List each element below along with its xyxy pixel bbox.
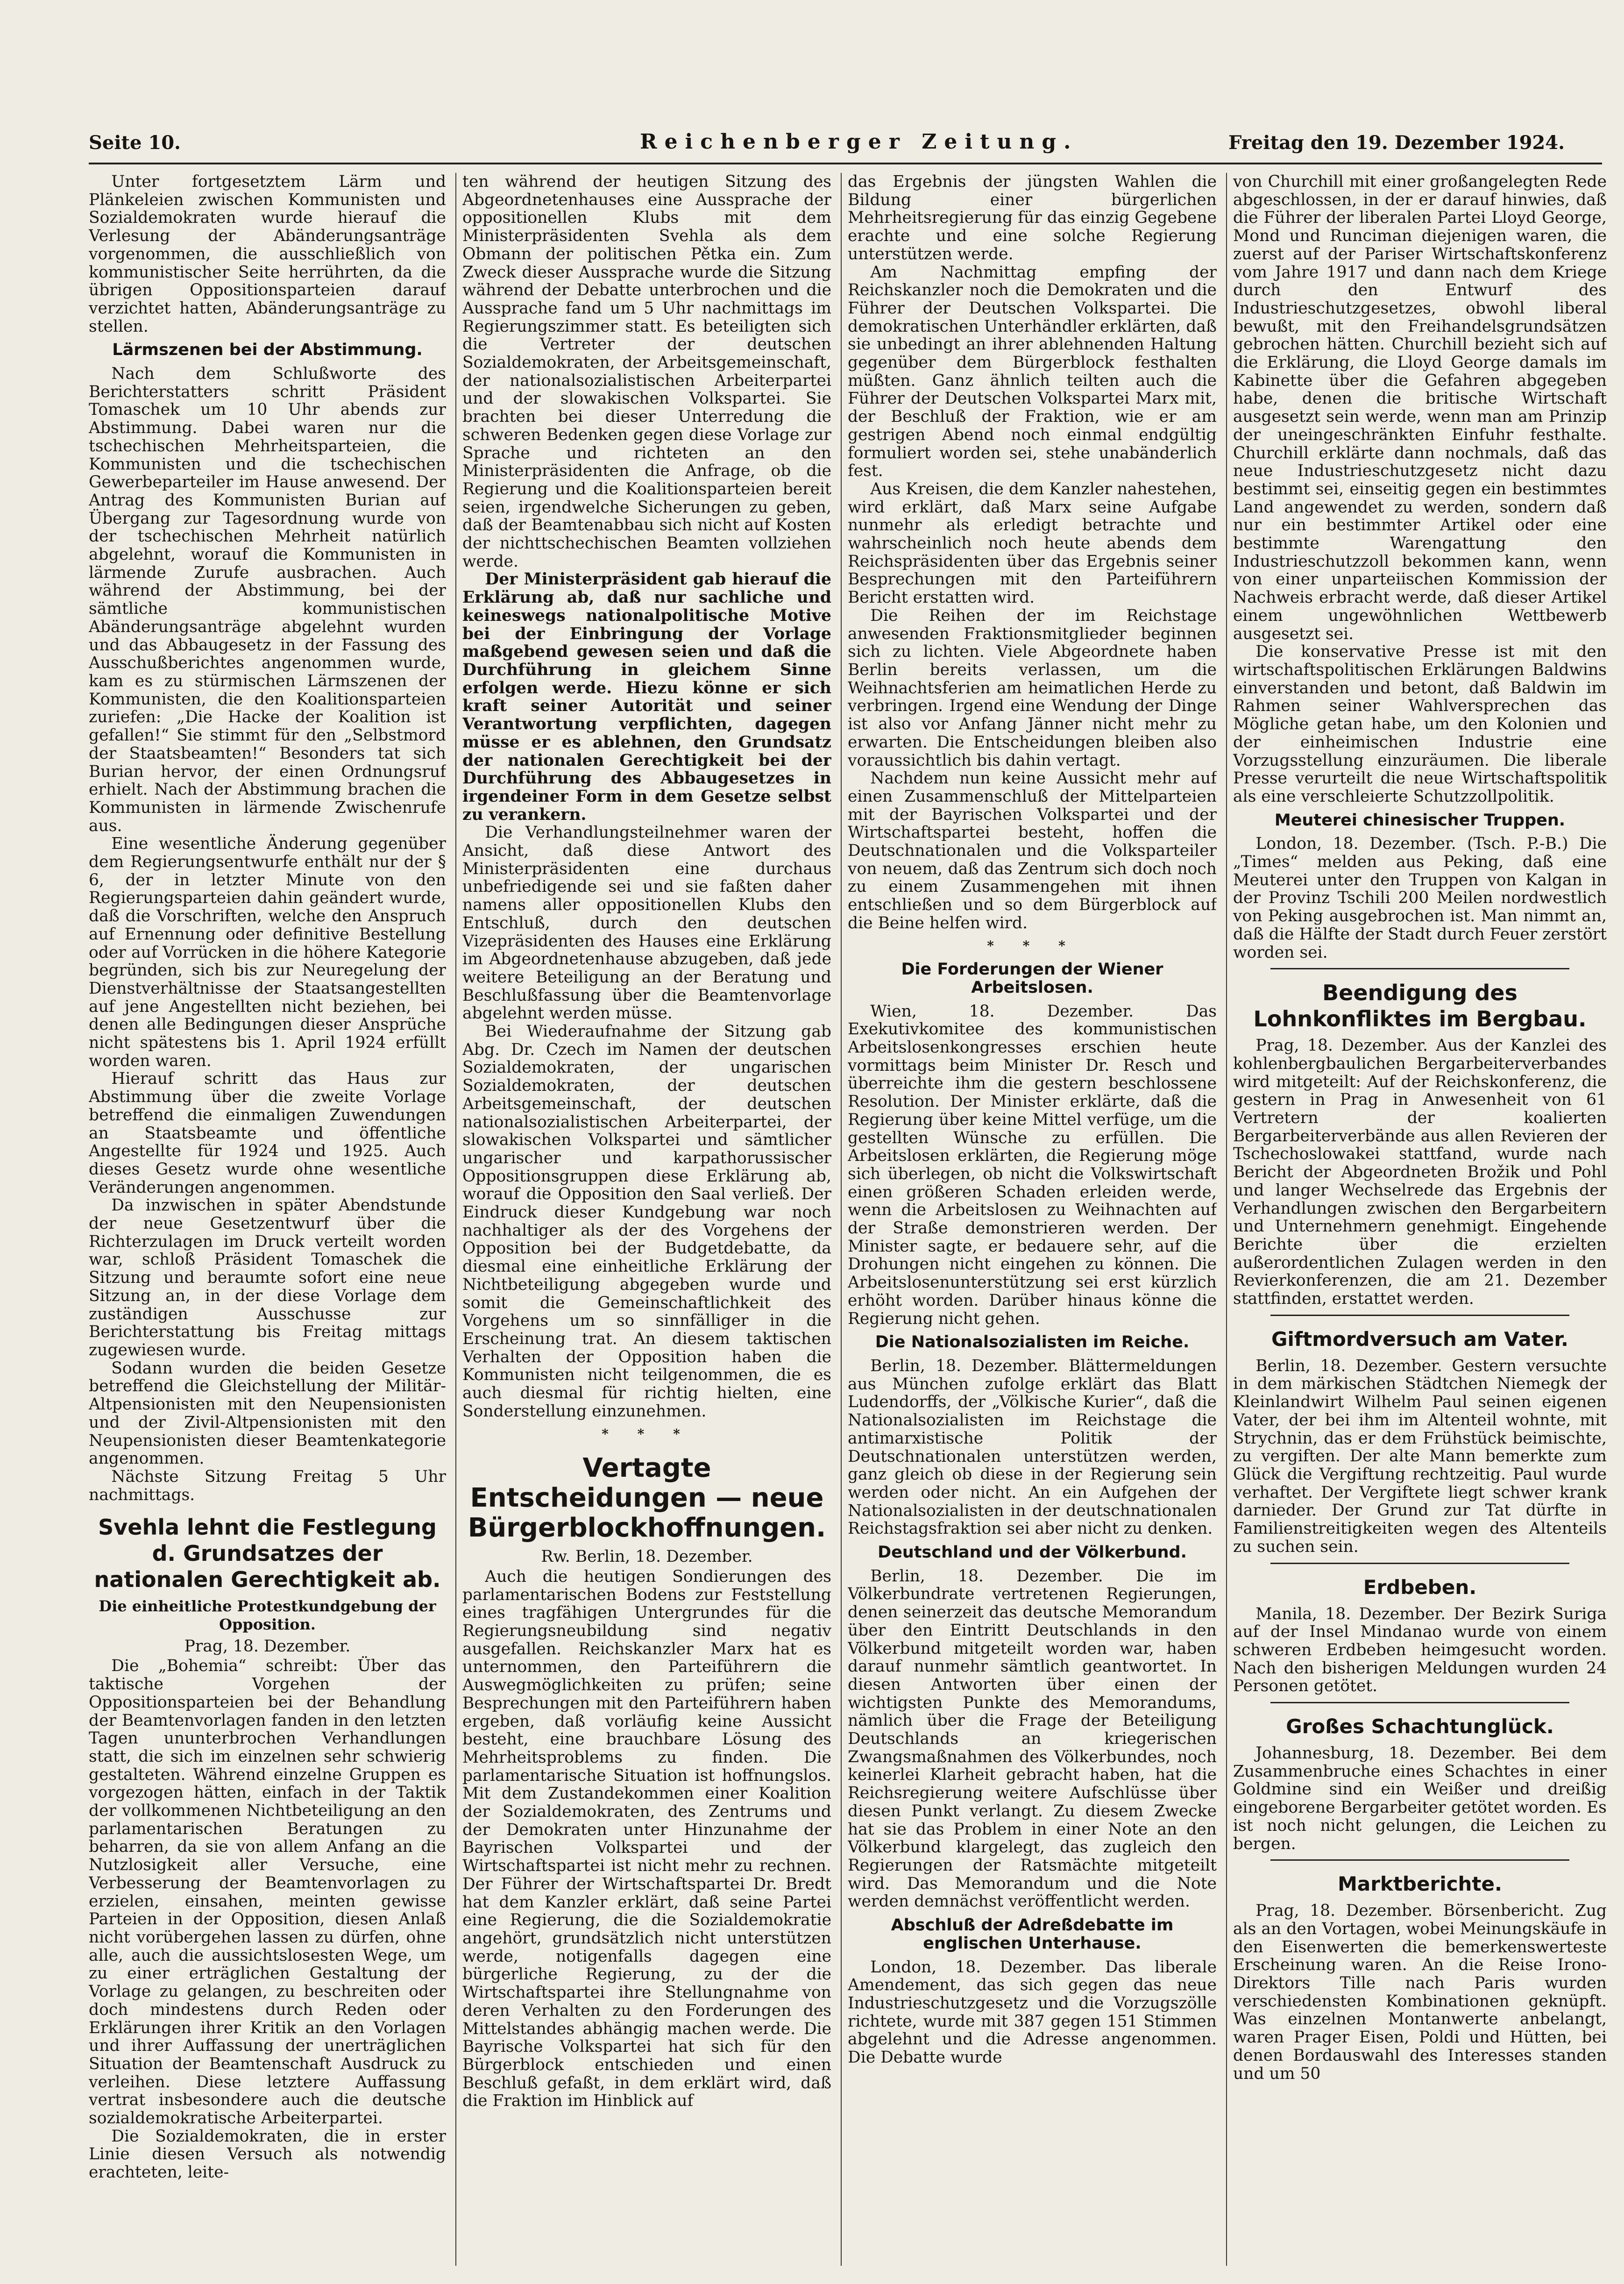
section-heading: Die Forderungen der Wiener Arbeitslosen. (901, 960, 1163, 997)
article-headline: Erdbeben. (1363, 1575, 1477, 1599)
dateline: Rw. Berlin, 18. Dezember. (541, 1547, 753, 1566)
paragraph: Bei Wiederaufnahme der Sitzung gab Abg. Dr. Czech im Namen der deutschen Sozialdemokraten, der ungarischen Sozialdemokraten, der deutschen Arbeitsgemeinschaft, der deutschen nationalsozialistischen Arbeiterpartei, der slowakischen Volkspartei und sämtlicher ungarischer und karpathorussischer Oppositionsgruppen diese Erklärung ab, worauf die Opposition den Saal verließ. Der Eindruck dieser Kundgebung war noch nachhaltiger als der des Vorgehens der Opposition bei der Budgetdebatte, da diesmal eine einheitliche Erklärung der Nichtbeteiligung abgegeben wurde und somit die Gemeinschaftlichkeit des Vorgehens um so sinnfälliger in die Erscheinung trat. An diesem taktischen Verhalten der Opposition haben die Kommunisten nicht teilgenommen, die es auch diesmal für richtig hielten, eine Sonderstellung einzunehmen. (462, 1022, 831, 1421)
paragraph: Manila, 18. Dezember. Der Bezirk Suriga auf der Insel Mindanao wurde von einem schweren Erdbeben heimgesucht worden. Nach den bisherigen Meldungen wurden 24 Personen getötet. (1233, 1604, 1607, 1696)
article-headline: Großes Schachtunglück. (1286, 1715, 1554, 1738)
paragraph: Berlin, 18. Dezember. Blättermeldungen aus München zufolge erklärt das Blatt Ludendorffs, der „Völkische Kurier“, daß die Nationalsozialisten im Reichstage die antimarxistische Politik der Deutschnationalen unterstützen werden, ganz gleich ob diese in der Regierung sein werden oder nicht. An ein Aufgehen der Nationalsozialisten in der deutschnationalen Reichstagsfraktion sei aber nicht zu denken. (848, 1357, 1217, 1538)
section-rule (1270, 968, 1569, 969)
paragraph: Unter fortgesetztem Lärm und Plänkeleien zwischen Kommunisten und Sozialdemokraten wurde hierauf die Verlesung der Abänderungsanträge vorgenommen, die ausschließlich von kommunistischer Seite herrührten, da die übrigen Oppositionsparteien darauf verzichtet hatten, Abänderungsanträge zu stellen. (89, 173, 446, 336)
paragraph: Die Verhandlungsteilnehmer waren der Ansicht, daß diese Antwort des Ministerpräsidenten eine durchaus unbefriedigende sei und sie faßten daher namens aller oppositionellen Klubs den Entschluß, durch den deutschen Vizepräsidenten des Hauses eine Erklärung im Abgeordnetenhause abzugeben, daß jede weitere Beteiligung an der Beratung und Beschlußfassung über die Beamtenvorlage abgelehnt werden müsse. (462, 823, 831, 1023)
paragraph: London, 18. Dezember. Das liberale Amendement, das sich gegen das neue Industrieschutzgesetz und die Vorzugszölle richtete, wurde mit 387 gegen 151 Stimmen abgelehnt und die Adresse angenommen. Die Debatte wurde (848, 1957, 1217, 2067)
paragraph: Berlin, 18. Dezember. Die im Völkerbundrate vertretenen Regierungen, denen seinerzeit das deutsche Memorandum über den Eintritt Deutschlands in den Völkerbund mitgeteilt worden war, haben darauf nunmehr sämtlich geantwortet. In diesen Antworten über einen der wichtigsten Punkte des Memorandums, nämlich über die Frage der Beteiligung Deutschlands an kriegerischen Zwangsmaßnahmen des Völkerbundes, noch keinerlei Klarheit gebracht haben, hat die Reichsregierung weitere Aufschlüsse über diesen Punkt verlangt. Zu diesem Zwecke hat sie das Problem in einer Note an den Völkerbund klargelegt, das zugleich den Regierungen der Ratsmächte mitgeteilt wird. Das Memorandum und die Note werden demnächst veröffentlicht werden. (848, 1566, 1217, 1911)
section-heading: Lärmszenen bei der Abstimmung. (112, 341, 423, 360)
page-number: Seite 10. (89, 132, 181, 154)
paragraph: Da inzwischen in später Abendstunde der neue Gesetzentwurf über die Richterzulagen im Druck verteilt worden war, schloß Präsident Tomaschek die Sitzung und beraumte sofort eine neue Sitzung an, in der diese Vorlage dem zuständigen Ausschusse zur Berichterstattung bis Freitag mittags zugewiesen wurde. (89, 1196, 446, 1359)
paragraph: das Ergebnis der jüngsten Wahlen die Bildung einer bürgerlichen Mehrheitsregierung für das einzig Gegebene erachte und eine solche Regierung unterstützen werde. (848, 173, 1217, 263)
section-heading: Abschluß der Adreßdebatte im englischen Unterhause. (891, 1916, 1174, 1953)
section-separator: * * * (602, 1426, 692, 1442)
column-3 (848, 173, 1217, 2275)
paragraph: Johannesburg, 18. Dezember. Bei dem Zusammenbruche eines Schachtes in einer Goldmine sind ein Weißer und dreißig eingeborene Bergarbeiter getötet worden. Es ist noch nicht gelungen, die Leichen zu bergen. (1233, 1744, 1607, 1853)
paragraph: Berlin, 18. Dezember. Gestern versuchte in dem märkischen Städtchen Niemegk der Kleinlandwirt Wilhelm Paul seinen eigenen Vater, der bei ihm im Altenteil wohnte, mit Strychnin, das er dem Frühstück beimischte, zu vergiften. Der alte Mann bemerkte zum Glück die Vergiftung rechtzeitig. Paul wurde verhaftet. Der Vergiftete liegt schwer krank darnieder. Der Grund zur Tat dürfte in Familienstreitigkeiten wegen des Altenteils zu suchen sein. (1233, 1356, 1607, 1556)
paragraph: Der Ministerpräsident gab hierauf die Erklärung ab, daß nur sachliche und keineswegs nationalpolitische Motive bei der Einbringung der Vorlage maßgebend gewesen seien und daß die Durchführung in gleichem Sinne erfolgen werde. Hiezu könne er sich kraft seiner Autorität und seiner Verantwortung verpflichten, dagegen müsse er es ablehnen, den Grundsatz der nationalen Gerechtigkeit bei der Durchführung des Abbaugesetzes in irgendeiner Form in dem Gesetze selbst zu verankern. (462, 570, 831, 824)
paragraph: ten während der heutigen Sitzung des Abgeordnetenhauses eine Aussprache der oppositionellen Klubs mit dem Ministerpräsidenten Svehla als dem Obmann der politischen Pětka ein. Zum Zweck dieser Aussprache wurde die Sitzung während der Debatte unterbrochen und die Aussprache fand um 5 Uhr nachmittags im Regierungszimmer statt. Es beteiligten sich die Vertreter der deutschen Sozialdemokraten, der Arbeitsgemeinschaft, der nationalsozialistischen Arbeiterpartei und der slowakischen Volkspartei. Sie brachten bei dieser Unterredung die schweren Bedenken gegen diese Vorlage zur Sprache und richteten an den Ministerpräsidenten die Anfrage, ob die Regierung und die Koalitionsparteien bereit seien, irgendwelche Sicherungen zu geben, daß der Beamtenabbau sich nicht auf Kosten der nichttschechischen Beamten vollziehen werde. (462, 173, 831, 571)
newspaper-title: Reichenberger Zeitung. (640, 130, 1078, 154)
paragraph: Aus Kreisen, die dem Kanzler nahestehen, wird erklärt, daß Marx seine Aufgabe nunmehr als erledigt betrachte und wahrscheinlich noch heute abends dem Reichspräsidenten über das Ergebnis seiner Besprechungen mit den Parteiführern Bericht erstatten wird. (848, 479, 1217, 607)
section-rule (1270, 1563, 1569, 1564)
paragraph: Hierauf schritt das Haus zur Abstimmung über die zweite Vorlage betreffend die einmaligen Zuwendungen an Staatsbeamte und öffentliche Angestellte für 1924 und 1925. Auch dieses Gesetz wurde ohne wesentliche Veränderungen angenommen. (89, 1069, 446, 1197)
article-columns (89, 173, 1616, 2275)
paragraph: Prag, 18. Dezember. Börsenbericht. Zug als an den Vortagen, wobei Meinungskäufe in den Eisenwerten die bemerkenswerteste Erscheinung waren. An die Reise Irono-Direktors Tille nach Paris wurden verschiedensten Kombinationen geknüpft. Was einzelnen Montanwerte anbelangt, waren Prager Eisen, Poldi und Hütten, bei denen Bordauswahl des Interesses standen und um 50 (1233, 1901, 1607, 2083)
article-headline: Giftmordversuch am Vater. (1271, 1327, 1569, 1351)
section-separator: * * * (987, 938, 1078, 953)
article-subheadline: Die einheitliche Protestkundgebung der Opposition. (99, 1597, 436, 1634)
paragraph: Nächste Sitzung Freitag 5 Uhr nachmittags. (89, 1467, 446, 1504)
paragraph: Wien, 18. Dezember. Das Exekutivkomitee des kommunistischen Arbeitslosenkongresses erschien heute vormittags beim Minister Dr. Resch und überreichte ihm die gestern beschlossene Resolution. Der Minister erklärte, daß die Regierung über keine Mittel verfüge, um die gestellten Wünsche zu erfüllen. Die Arbeitslosen erklärten, die Regierung möge sich überlegen, ob nicht die Volkswirtschaft einen größeren Schaden erleiden werde, wenn die Arbeitslosen zu Weihnachten auf der Straße demonstrieren werden. Der Minister sagte, er bedauere sehr, auf die Drohungen nicht eingehen zu können. Die Arbeitslosenunterstützung sei erst kürzlich erhöht worden. Darüber hinaus könne die Regierung nicht gehen. (848, 1002, 1217, 1328)
paragraph: Prag, 18. Dezember. Aus der Kanzlei des kohlenbergbaulichen Bergarbeiterverbandes wird mitgeteilt: Auf der Reichskonferenz, die gestern in Prag in Anwesenheit von 61 Vertretern der koalierten Bergarbeiterverbände aus allen Revieren der Tschechoslowakei stattfand, wurde nach Bericht der Abgeordneten Brožik und Pohl und langer Wechselrede das Ergebnis der Verhandlungen zwischen den Bergarbeitern und Unternehmern genehmigt. Eingehende Berichte über die erzielten außerordentlichen Zulagen werden in den Revierkonferenzen, die am 21. Dezember stattfinden, erstattet werden. (1233, 1036, 1607, 1309)
paragraph: Die „Bohemia“ schreibt: Über das taktische Vorgehen der Oppositionsparteien bei der Behandlung der Beamtenvorlagen fanden in den letzten Tagen ununterbrochen Verhandlungen statt, die sich im einzelnen sehr schwierig gestalteten. Während einzelne Gruppen es vorgezogen hätten, einfach in der Taktik der vollkommenen Nichtbeteiligung an den parlamentarischen Beratungen zu beharren, da sie von allem Anfang an die Nutzlosigkeit aller Versuche, eine Verbesserung der Beamtenvorlagen zu erzielen, einsahen, meinten gewisse Parteien in der Opposition, diesen Anlaß nicht vorübergehen lassen zu dürfen, ohne alle, auch die aussichtslosesten Wege, um zu einer erträglichen Gestaltung der Vorlage zu gelangen, zu beschreiten oder doch mindestens durch Reden oder Erklärungen ihrer Kritik an den Vorlagen und ihrer Auffassung der unerträglichen Situation der Beamtenschaft Ausdruck zu verleihen. Diese letztere Auffassung vertrat insbesondere auch die deutsche sozialdemokratische Arbeiterpartei. (89, 1657, 446, 2128)
section-rule (1270, 1702, 1569, 1703)
section-heading: Die Nationalsozialisten im Reiche. (875, 1333, 1190, 1352)
paragraph: Die Sozialdemokraten, die in erster Linie diesen Versuch als notwendig erachteten, leite- (89, 2127, 446, 2182)
paragraph: Nachdem nun keine Aussicht mehr auf einen Zusammenschluß der Mittelparteien mit der Bayrischen Volkspartei und der Wirtschaftspartei besteht, hoffen die Deutschnationalen und die Volksparteiler von neuem, daß das Zentrum sich doch noch zu einem Zusammengehen mit ihnen entschließen und so dem Bürgerblock auf die Beine helfen wird. (848, 769, 1217, 932)
paragraph: Die Reihen der im Reichstage anwesenden Fraktionsmitglieder beginnen sich zu lichten. Viele Abgeordnete haben Berlin bereits verlassen, um die Weihnachtsferien am heimatlichen Herde zu verbringen. Irgend eine Wendung der Dinge ist also vor Anfang Jänner nicht mehr zu erwarten. Die Entscheidungen bleiben also voraussichtlich bis dahin vertagt. (848, 606, 1217, 770)
dateline: Prag, 18. Dezember. (184, 1637, 351, 1656)
paragraph: Eine wesentliche Änderung gegenüber dem Regierungsentwurfe enthält nur der § 6, der in letzter Minute von den Regierungsparteien dahin geändert wurde, daß die Vorschriften, welche den Anspruch auf Ernennung oder definitive Bestellung oder auf Vorrücken in die höhere Kategorie begründen, sich bis zur Neuregelung der Dienstverhältnisse der Staatsangestellten auf jene Angestellten nicht beziehen, bei denen alle Bedingungen dieser Ansprüche nicht spätestens bis 1. April 1924 erfüllt worden waren. (89, 834, 446, 1070)
masthead-rule (89, 163, 1602, 164)
article-headline: Svehla lehnt die Festlegung d. Grundsatzes der nationalen Gerechtigkeit ab. (94, 1515, 441, 1593)
section-rule (1270, 1859, 1569, 1861)
masthead (89, 125, 1565, 158)
article-headline: Marktberichte. (1338, 1872, 1502, 1896)
column-1 (89, 173, 446, 2275)
section-heading: Meuterei chinesischer Truppen. (1274, 811, 1566, 830)
article-headline: Vertagte Entscheidungen — neue Bürgerblockhoffnungen. (468, 1453, 826, 1544)
paragraph: Nach dem Schlußworte des Berichterstatters schritt Präsident Tomaschek um 10 Uhr abends zur Abstimmung. Dabei waren nur die tschechischen Mehrheitsparteien, die Kommunisten und die tschechischen Gewerbeparteiler im Hause anwesend. Der Antrag des Kommunisten Burian auf Übergang zur Tagesordnung wurde von der tschechischen Mehrheit natürlich abgelehnt, worauf die Kommunisten in lärmende Zurufe ausbrachen. Auch während der Abstimmung, bei der sämtliche kommunistischen Abänderungsanträge abgelehnt wurden und das Abbaugesetz in der Fassung des Ausschußberichtes angenommen wurde, kam es zu stürmischen Lärmszenen der Kommunisten, die den Koalitionsparteien zuriefen: „Die Hacke der Koalition ist gefallen!“ Sie stimmt für den „Selbstmord der Staatsbeamten!“ Besonders tat sich Burian hervor, der einen Ordnungsruf erhielt. Nach der Abstimmung brachen die Kommunisten in lärmende Zwischenrufe aus. (89, 364, 446, 835)
article-headline: Beendigung des Lohnkonfliktes im Bergbau. (1253, 980, 1587, 1032)
paragraph: Sodann wurden die beiden Gesetze betreffend die Gleichstellung der Militär-Altpensionisten mit den Neupensionisten und der Zivil-Altpensionisten mit den Neupensionisten dieser Beamtenkategorie angenommen. (89, 1359, 446, 1468)
paragraph: Auch die heutigen Sondierungen des parlamentarischen Bodens zur Feststellung eines tragfähigen Untergrundes für die Regierungsneubildung sind negativ ausgefallen. Reichskanzler Marx hat es unternommen, den Parteiführern die Auswegmöglichkeiten zu prüfen; seine Besprechungen mit den Parteiführern haben ergeben, daß vorläufig keine Aussicht besteht, eine brauchbare Lösung des Mehrheitsproblems zu finden. Die parlamentarische Situation ist hoffnungslos. Mit dem Zustandekommen einer Koalition der Sozialdemokraten, des Zentrums und der Demokraten unter Hinzunahme der Bayrischen Volkspartei und der Wirtschaftspartei ist nicht mehr zu rechnen. Der Führer der Wirtschaftspartei Dr. Bredt hat dem Kanzler erklärt, daß seine Partei eine Regierung, die die Sozialdemokratie angehört, grundsätzlich nicht unterstützen werde, notigenfalls dagegen eine bürgerliche Regierung, zu der die Wirtschaftspartei ihre Stellungnahme von deren Verhalten zu den Forderungen des Mittelstandes abhängig machen werde. Die Bayrische Volkspartei hat sich für den Bürgerblock entschieden und einen Beschluß gefaßt, in dem erklärt wird, daß die Fraktion im Hinblick auf (462, 1567, 831, 2111)
column-2 (462, 173, 831, 2275)
section-rule (1270, 1315, 1569, 1316)
paragraph: Am Nachmittag empfing der Reichskanzler noch die Demokraten und die Führer der Deutschen Volkspartei. Die demokratischen Unterhändler erklärten, daß sie unbedingt an ihrer ablehnenden Haltung gegenüber dem Bürgerblock festhalten müßten. Ganz ähnlich teilten auch die Führer der Deutschen Volkspartei Marx mit, der Beschluß der Fraktion, wie er am gestrigen Abend noch einmal endgültig formuliert worden sei, stehe unabänderlich fest. (848, 263, 1217, 481)
paragraph: London, 18. Dezember. (Tsch. P.-B.) Die „Times“ melden aus Peking, daß eine Meuterei unter den Truppen von Kalgan in der Provinz Tschili 200 Meilen nordwestlich von Peking ausgebrochen ist. Man nimmt an, daß die Hälfte der Stadt durch Feuer zerstört worden sei. (1233, 834, 1607, 962)
paragraph: von Churchill mit einer großangelegten Rede abgeschlossen, in der er darauf hinwies, daß die Führer der liberalen Partei Lloyd George, Mond und Runciman diejenigen waren, die zuerst auf der Pariser Wirtschaftskonferenz vom Jahre 1917 und dann nach dem Kriege durch den Entwurf des Industrieschutzgesetzes, obwohl liberal bewußt, mit den Freihandelsgrundsätzen gebrochen hätten. Churchill bezieht sich auf die Erklärung, die Lloyd George damals im Kabinette über die Gefahren abgegeben habe, denen die britische Wirtschaft ausgesetzt sein werde, wenn man am Prinzip der uneingeschränkten Einfuhr festhalte. Churchill erklärte dann nochmals, daß das neue Industrieschutzgesetz nicht dazu bestimmt sei, einseitig gegen ein bestimmtes Land angewendet zu werden, sondern daß nur ein bestimmter Artikel oder eine bestimmte Warengattung den Industrieschutzzoll bekommen kann, wenn von einer unparteiischen Kommission der Nachweis erbracht werde, daß dieser Artikel einem ungewöhnlichen Wettbewerb ausgesetzt sei. (1233, 173, 1607, 643)
paragraph: Die konservative Presse ist mit den wirtschaftspolitischen Erklärungen Baldwins einverstanden und betont, daß Baldwin im Rahmen seiner Wahlversprechen das Mögliche getan habe, um den Kolonien und der einheimischen Industrie eine Vorzugsstellung einzuräumen. Die liberale Presse verurteilt die neue Wirtschaftspolitik als eine verschleierte Schutzzollpolitik. (1233, 642, 1607, 806)
section-heading: Deutschland und der Völkerbund. (878, 1543, 1187, 1562)
issue-date: Freitag den 19. Dezember 1924. (1228, 132, 1565, 154)
column-4 (1233, 173, 1607, 2275)
